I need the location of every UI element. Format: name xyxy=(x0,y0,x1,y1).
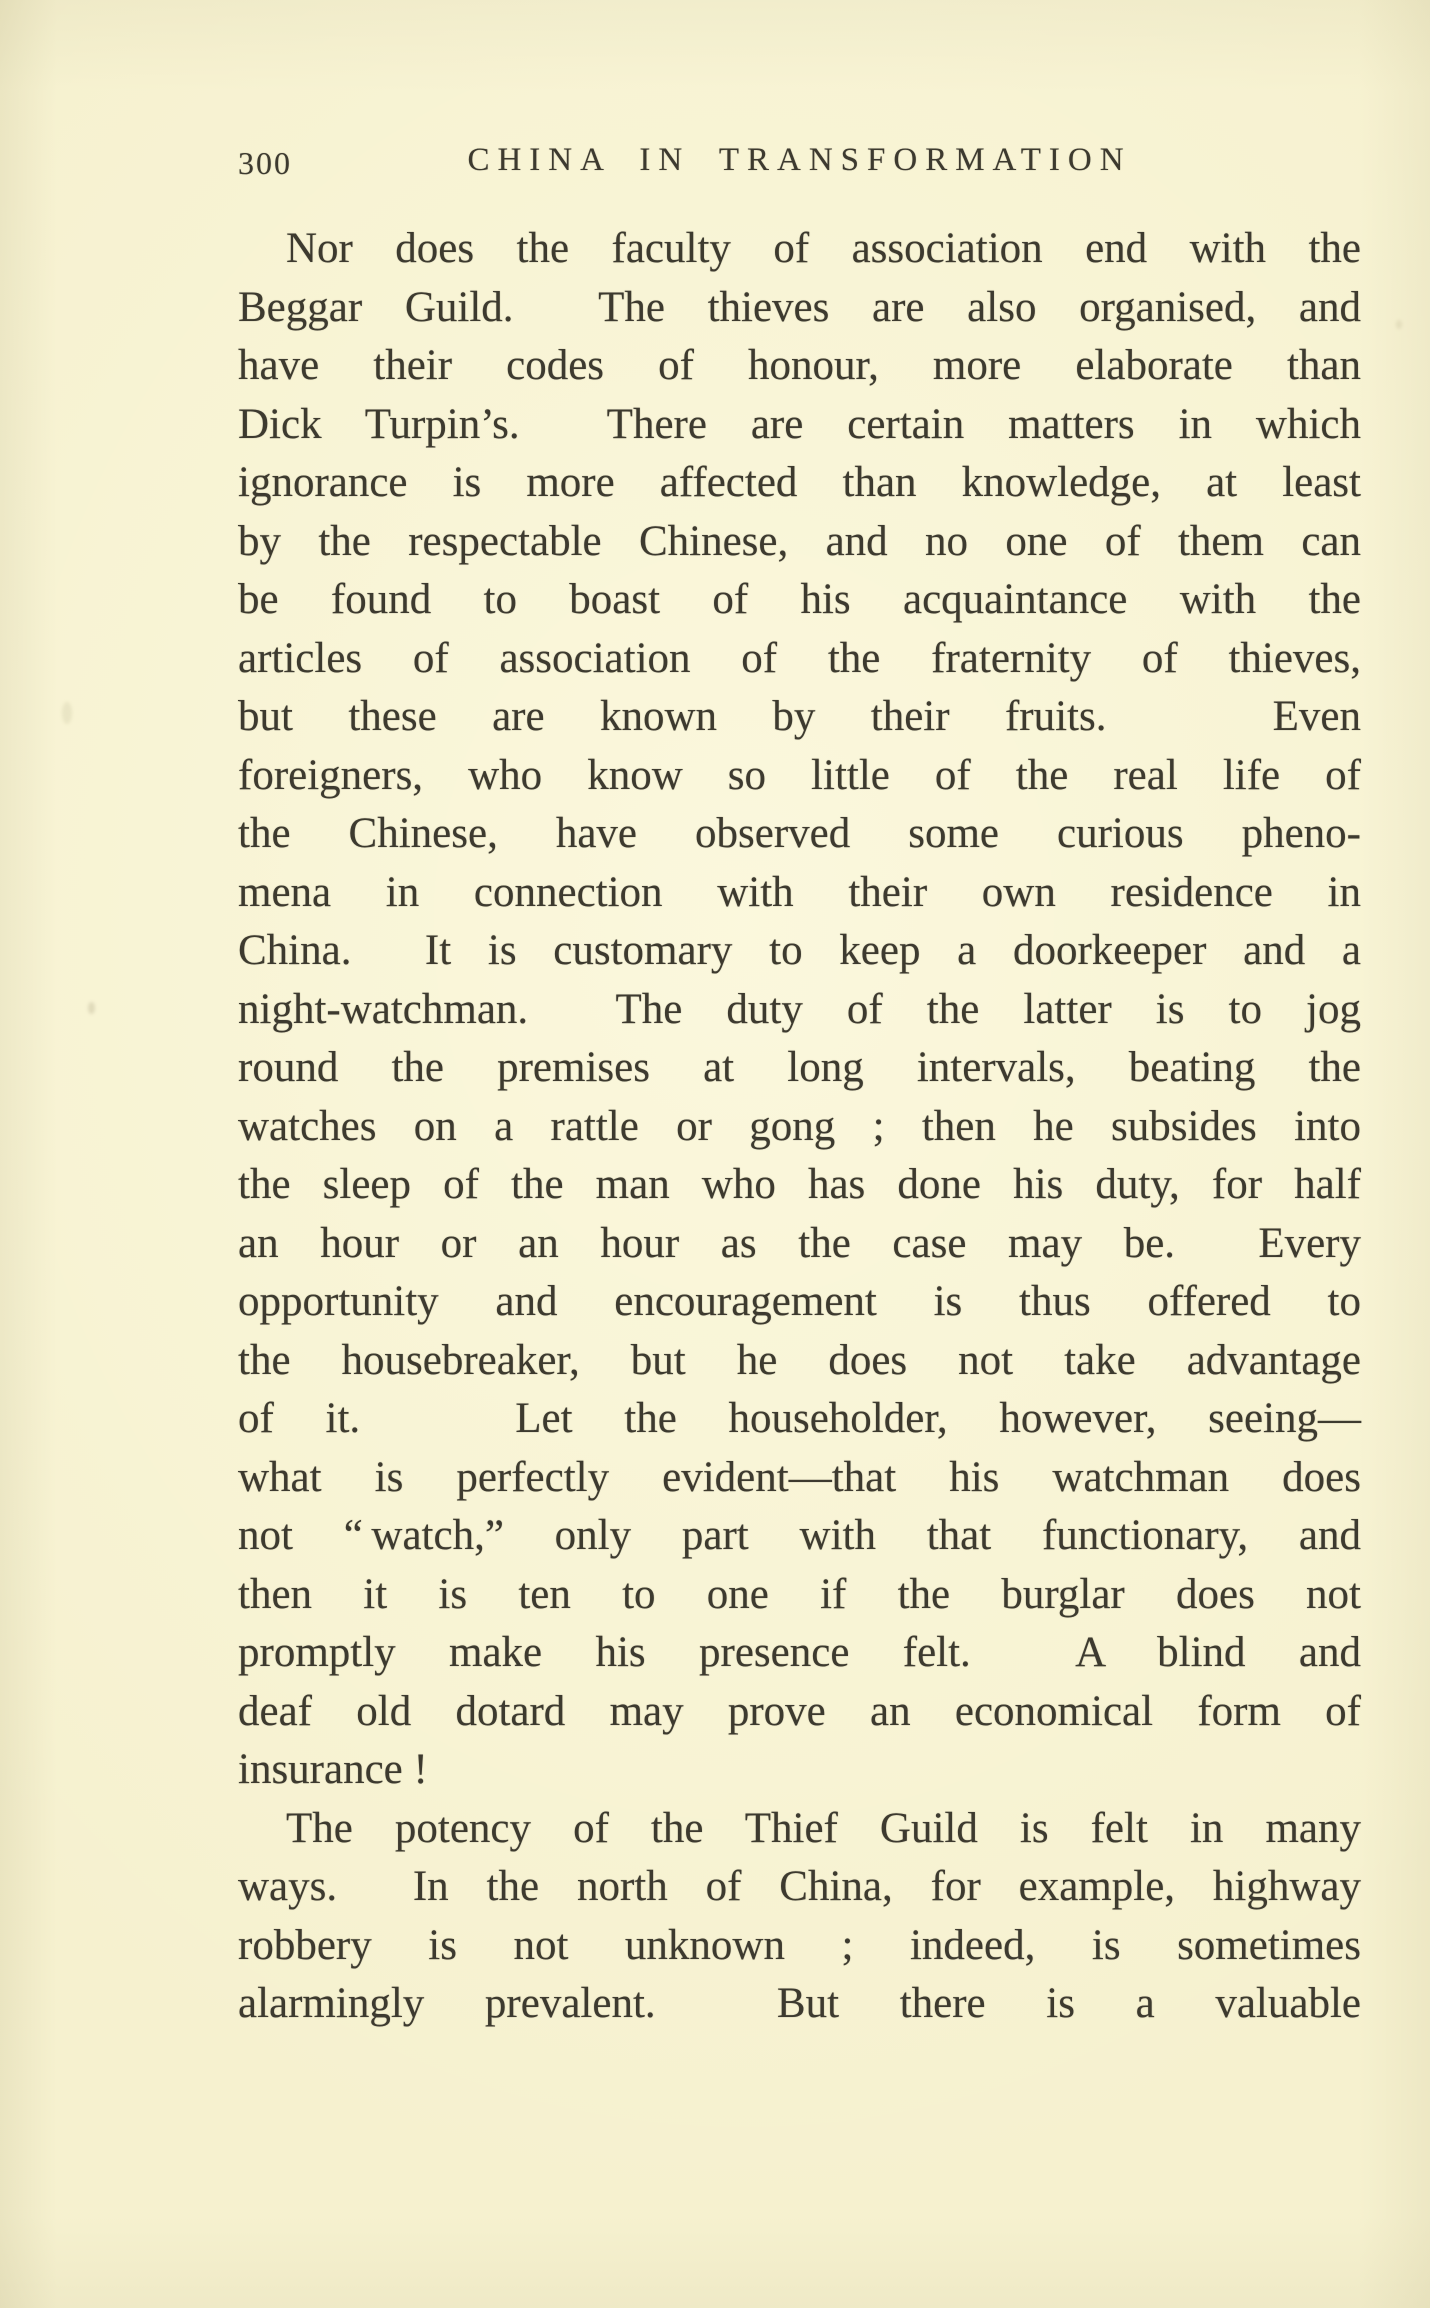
text-line: watches on a rattle or gong ; then he subsides into xyxy=(238,1102,1361,1150)
text-line: deaf old dotard may prove an economical form of xyxy=(238,1687,1361,1735)
text-line: insurance ! xyxy=(238,1746,428,1793)
text-line: what is perfectly evident—that his watchman does xyxy=(238,1453,1361,1501)
text-line: by the respectable Chinese, and no one of them can xyxy=(238,517,1361,565)
page-number: 300 xyxy=(238,145,292,181)
text-line: an hour or an hour as the case may be. Every xyxy=(238,1219,1361,1267)
text-line: articles of association of the fraternity of thieves, xyxy=(238,634,1361,682)
text-line: China. It is customary to keep a doorkeeper and a xyxy=(238,927,1361,974)
text-line: robbery is not unknown ; indeed, is sometimes xyxy=(238,1921,1361,1969)
text-line: the Chinese, have observed some curious pheno- xyxy=(238,810,1361,857)
text-line: but these are known by their fruits. Even xyxy=(238,693,1361,740)
text-line: foreigners, who know so little of the real life of xyxy=(238,751,1361,799)
text-line: have their codes of honour, more elaborate than xyxy=(238,342,1361,389)
text-line: mena in connection with their own residence in xyxy=(238,868,1361,916)
text-line: opportunity and encouragement is thus offered to xyxy=(238,1278,1361,1325)
text-line: promptly make his presence felt. A blind and xyxy=(238,1629,1361,1676)
text-line: Dick Turpin’s. There are certain matters in which xyxy=(238,400,1361,448)
text-line: alarmingly prevalent. But there is a valuable xyxy=(238,1980,1361,2027)
text-line: ignorance is more affected than knowledge, at least xyxy=(238,459,1361,506)
running-head xyxy=(238,142,1361,184)
text-line: of it. Let the householder, however, seeing— xyxy=(238,1395,1361,1442)
paper-speck xyxy=(1396,320,1402,329)
text-line: The potency of the Thief Guild is felt in many xyxy=(286,1804,1361,1852)
text-line: then it is ten to one if the burglar does not xyxy=(238,1570,1361,1618)
text-line: round the premises at long intervals, beating the xyxy=(238,1044,1361,1091)
page-text-block xyxy=(238,220,1361,2034)
paper-speck xyxy=(88,1002,95,1014)
text-line: ways. In the north of China, for example, highway xyxy=(238,1863,1361,1910)
text-line: the sleep of the man who has done his duty, for half xyxy=(238,1161,1361,1208)
text-line: not “ watch,” only part with that functionary, and xyxy=(238,1512,1361,1559)
text-line: be found to boast of his acquaintance with the xyxy=(238,576,1361,623)
text-line: Beggar Guild. The thieves are also organised, and xyxy=(238,283,1361,331)
paper-speck xyxy=(62,702,72,724)
text-line: Nor does the faculty of association end with the xyxy=(286,225,1361,272)
text-line: night-watchman. The duty of the latter is to jog xyxy=(238,985,1361,1033)
text-line: the housebreaker, but he does not take advantage xyxy=(238,1336,1361,1384)
running-title: CHINA IN TRANSFORMATION xyxy=(467,142,1132,178)
